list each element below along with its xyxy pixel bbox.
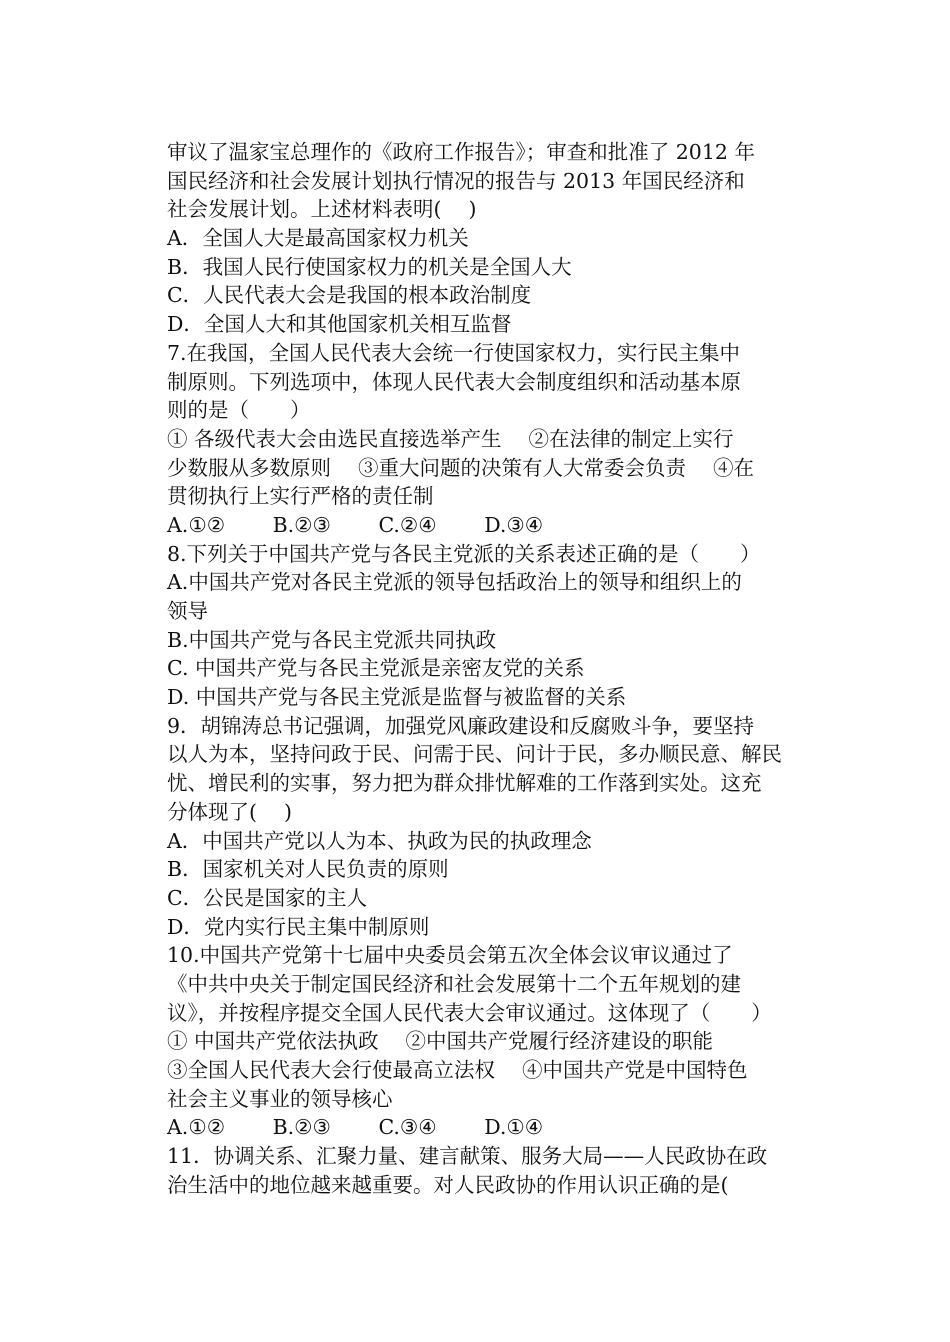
question-10-line: ③全国人民代表大会行使最高立法权 ④中国共产党是中国特色 — [167, 1058, 748, 1082]
option-line: C．人民代表大会是我国的根本政治制度 — [167, 283, 532, 308]
question-11-line: 治生活中的地位越来越重要。对人民政协的作用认识正确的是( — [167, 1172, 729, 1197]
question-7-line: 少数服从多数原则 ③重大问题的决策有人大常委会负责 ④在 — [167, 455, 755, 480]
text-line: 国民经济和社会发展计划执行情况的报告与 2013 年国民经济和 — [167, 168, 745, 193]
question-10-line: 10.中国共产党第十七届中央委员会第五次全体会议审议通过了 — [167, 943, 733, 968]
question-9-line: D．党内实行民主集中制原则 — [167, 914, 430, 939]
question-9-line: 分体现了( ) — [167, 799, 293, 824]
question-7-line: 则的是（ ） — [167, 398, 311, 423]
question-11-line: 11．协调关系、汇聚力量、建言献策、服务大局——人民政协在政 — [167, 1144, 768, 1169]
question-7-options: A.①② B.②③ C.②④ D.③④ — [167, 512, 544, 537]
question-8-line: D. 中国共产党与各民主党派是监督与被监督的关系 — [167, 685, 627, 710]
question-7-line: 贯彻执行上实行严格的责任制 — [167, 484, 434, 509]
text-line: 社会发展计划。上述材料表明( ) — [167, 197, 477, 222]
question-9-line: 忧、增民利的实事，努力把为群众排忧解难的工作落到实处。这充 — [167, 771, 762, 796]
question-8-line: 领导 — [167, 599, 208, 623]
question-10-line: 议》，并按程序提交全国人民代表大会审议通过。这体现了（ ） — [167, 1000, 772, 1025]
question-8-line: B.中国共产党与各民主党派共同执政 — [167, 627, 497, 652]
question-8-line: A.中国共产党对各民主党派的领导包括政治上的领导和组织上的 — [167, 570, 742, 595]
question-9-line: B．国家机关对人民负责的原则 — [167, 857, 449, 882]
question-9-line: 9．胡锦涛总书记强调，加强党风廉政建设和反腐败斗争，要坚持 — [167, 713, 755, 738]
question-9-line: C．公民是国家的主人 — [167, 885, 368, 910]
question-10-line: ① 中国共产党依法执政 ②中国共产党履行经济建设的职能 — [167, 1029, 714, 1054]
question-7-line: ① 各级代表大会由选民直接选举产生 ②在法律的制定上实行 — [167, 426, 734, 451]
question-8-line: C. 中国共产党与各民主党派是亲密友党的关系 — [167, 656, 585, 681]
option-line: A．全国人大是最高国家权力机关 — [167, 226, 469, 251]
question-10-line: 社会主义事业的领导核心 — [167, 1086, 393, 1111]
question-9-line: 以人为本，坚持问政于民、问需于民、问计于民，多办顺民意、解民 — [167, 742, 782, 767]
question-7-line: 7.在我国，全国人民代表大会统一行使国家权力，实行民主集中 — [167, 340, 741, 365]
document-page — [167, 138, 792, 1199]
text-line: 审议了温家宝总理作的《政府工作报告》；审查和批准了 2012 年 — [167, 140, 755, 164]
question-10-line: 《中共中央关于制定国民经济和社会发展第十二个五年规划的建 — [167, 971, 741, 996]
question-10-options: A.①② B.②③ C.③④ D.①④ — [167, 1115, 544, 1140]
option-line: D．全国人大和其他国家机关相互监督 — [167, 312, 512, 337]
question-8-line: 8.下列关于中国共产党与各民主党派的关系表述正确的是（ ） — [167, 541, 761, 566]
question-7-line: 制原则。下列选项中，体现人民代表大会制度组织和活动基本原 — [167, 369, 741, 394]
question-9-line: A．中国共产党以人为本、执政为民的执政理念 — [167, 828, 592, 853]
option-line: B．我国人民行使国家权力的机关是全国人大 — [167, 254, 572, 279]
